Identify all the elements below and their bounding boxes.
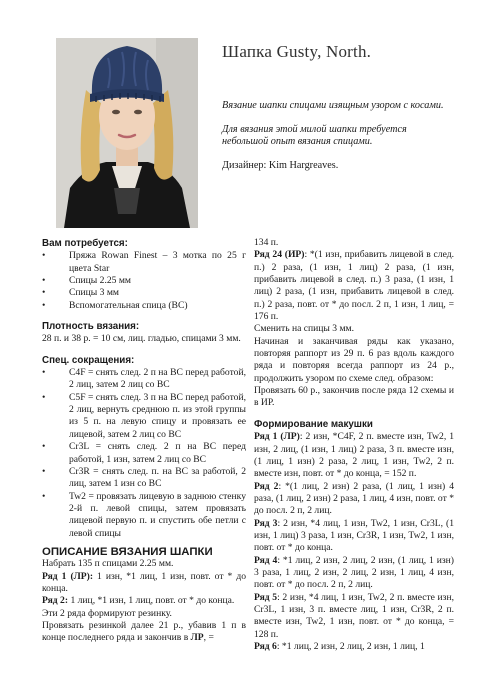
row-24	[254, 249, 454, 323]
rib-row-1	[42, 571, 246, 596]
crown-row-4	[254, 555, 454, 592]
work-rows: Провязать 60 р., закончив после ряда 12 схемы и в ИР.	[254, 385, 454, 409]
crown-row-3-text: : 2 изн, *4 лиц, 1 изн, Tw2, 1 изн, Cr3L, (1 изн, 1 лиц) 3 раза, 1 изн, Cr3R, 1 изн, Tw2, 1 изн, повт. от * до конца.	[254, 517, 454, 554]
abbr-tw2: • Tw2 = провязать лицевую в заднюю стенку 2-й п. левой спицы, затем провязать лицевой первую п. и спустить обе петли с левой спицы	[42, 491, 246, 540]
materials-item-yarn: • Пряжа Rowan Finest – 3 мотка по 25 г цвета Star	[42, 250, 246, 275]
materials-list	[42, 250, 246, 312]
materials-heading: Вам потребуется:	[42, 238, 128, 249]
rib-continue	[42, 620, 246, 645]
crown-row-1	[254, 431, 454, 480]
cast-on-text: Набрать 135 п спицами 2.25 мм.	[42, 558, 174, 570]
crown-row-1-text: : 2 изн, *C4F, 2 п. вместе изн, Tw2, 1 изн, 2 лиц, (1 изн, 1 лиц) 2 раза, 3 п. вместе изн, (1 лиц, 1 изн) 2 раза, 2 лиц, 1 изн, Tw2, 2 п. вместе изн, повт. от * до конца, = 152 п.	[254, 431, 454, 480]
gauge-text: 28 п. и 38 р. = 10 см, лиц. гладью, спицами 3 мм.	[42, 333, 241, 345]
materials-item-needles-225: • Спицы 2.25 мм	[42, 275, 246, 287]
intro-block	[222, 100, 452, 183]
rib-row-1-label: Ряд 1 (ЛР):	[42, 570, 94, 582]
crown-row-3	[254, 518, 454, 555]
rib-note: Эти 2 ряда формируют резинку.	[42, 607, 172, 619]
crown-row-3-label: Ряд 3	[254, 517, 278, 529]
instructions-heading: ОПИСАНИЕ ВЯЗАНИЯ ШАПКИ	[42, 545, 213, 558]
row-24-text: : *(1 изн, прибавить лицевой в след. п.) 2 раза, (1 изн, 1 лиц) 2 раза, (1 изн, прибавить лицевой в след. п.) 3 раза, (1 изн, 1 лиц) 2 раза, (1 изн, прибавить лицевой в след. п.) 2 раза, повт. от * до посл. 2 п, 1 изн, 1 лиц, = 176 п.	[254, 249, 454, 323]
repeat-instructions: Начиная и заканчивая ряды как указано, повторяя раппорт из 29 п. 6 раз вдоль каждого ряда и повторяя всегда раппорт из 24 р., продолжить узором по схеме след. образом:	[254, 335, 454, 384]
rib-row-2-text: 1 лиц, *1 изн, 1 лиц, повт. от * до конца.	[68, 595, 235, 607]
rib-row-1-text: 1 изн, *1 лиц, 1 изн, повт. от * до конца.	[42, 570, 247, 594]
crown-row-6-text: : *1 лиц, 2 изн, 2 лиц, 2 изн, 1 лиц, 1	[276, 641, 425, 652]
abbr-c4f: • C4F = снять след. 2 п на ВС перед работой, 2 лиц, затем 2 лиц со ВС	[42, 367, 246, 392]
change-needles: Сменить на спицы 3 мм.	[254, 323, 354, 335]
hat-model-image	[56, 38, 198, 228]
crown-row-6-label: Ряд 6	[254, 641, 277, 652]
crown-rows	[254, 431, 454, 653]
crown-row-6	[254, 641, 454, 653]
crown-row-2-label: Ряд 2	[254, 480, 279, 492]
abbr-cr3r: • Cr3R = снять след. п. на ВС за работой, 2 лиц, затем 1 изн со ВС	[42, 466, 246, 491]
stitch-count-134: 134 п.	[254, 237, 279, 248]
rib-row-2-label: Ряд 2:	[42, 595, 69, 607]
rib-row-2	[42, 595, 246, 607]
materials-item-needles-3: • Спицы 3 мм	[42, 287, 246, 299]
designer-credit: Дизайнер: Kim Hargreaves.	[222, 159, 339, 171]
row-24-label: Ряд 24 (ИР)	[254, 249, 305, 261]
crown-row-5	[254, 592, 454, 641]
crown-row-1-label: Ряд 1 (ЛР)	[254, 431, 300, 443]
crown-row-4-text: : *1 лиц, 2 изн, 2 лиц, 2 изн, (1 лиц, 1 изн) 3 раза, 1 лиц, 2 изн, 2 лиц, 2 изн, 1 лиц, 4 изн, повт. от * до посл. 2 п, 2 лиц.	[254, 554, 454, 591]
abbr-heading: Спец. сокращения:	[42, 354, 135, 366]
crown-row-2-text: : *(1 лиц, 2 изн) 2 раза, (1 лиц, 1 изн) 4 раза, (1 лиц, 2 изн) 2 раза, 1 лиц, 4 изн, повт. от * до посл. 2 п, 2 лиц.	[254, 480, 454, 517]
abbr-cr3l: • Cr3L = снять след. 2 п на ВС перед работой, 1 изн, затем 2 лиц со ВС	[42, 441, 246, 466]
materials-item-cable-needle: • Вспомогательная спица (ВС)	[42, 300, 246, 312]
abbr-c5f: • C5F = снять след. 3 п на ВС перед работой, 2 лиц, вернуть среднюю п. из этой группы из 5 п. на левую спицу и провязать ее лицевой, затем 2 лиц со ВС	[42, 392, 246, 441]
crown-row-5-label: Ряд 5	[254, 591, 278, 603]
crown-heading: Формирование макушки	[254, 418, 373, 430]
intro-description: Вязание шапки спицами изящным узором с косами.	[222, 100, 444, 111]
crown-row-2	[254, 481, 454, 518]
crown-row-4-label: Ряд 4	[254, 554, 278, 566]
rib-continue-text: Провязать резинкой далее 21 р., убавив 1 п в конце последнего ряда и закончив в	[42, 619, 246, 644]
abbr-list	[42, 367, 246, 540]
rib-continue-end: , =	[203, 632, 214, 644]
rib-continue-bold: ЛР	[190, 632, 204, 644]
gauge-heading: Плотность вязания:	[42, 321, 140, 333]
right-column	[254, 237, 454, 653]
model-photo	[56, 38, 198, 228]
left-column	[42, 238, 246, 645]
page-title: Шапка Gusty, North.	[222, 42, 372, 61]
crown-row-5-text: : 2 изн, *4 лиц, 1 изн, Tw2, 2 п. вместе изн, Cr3L, 1 изн, 3 п. вместе лиц, 1 изн, Cr3R, 2 п. вместе изн, Tw2, 1 изн, повт. от * до конца, = 128 п.	[254, 591, 454, 640]
intro-skill-note: Для вязания этой милой шапки требуется небольшой опыт вязания спицами.	[222, 123, 407, 148]
